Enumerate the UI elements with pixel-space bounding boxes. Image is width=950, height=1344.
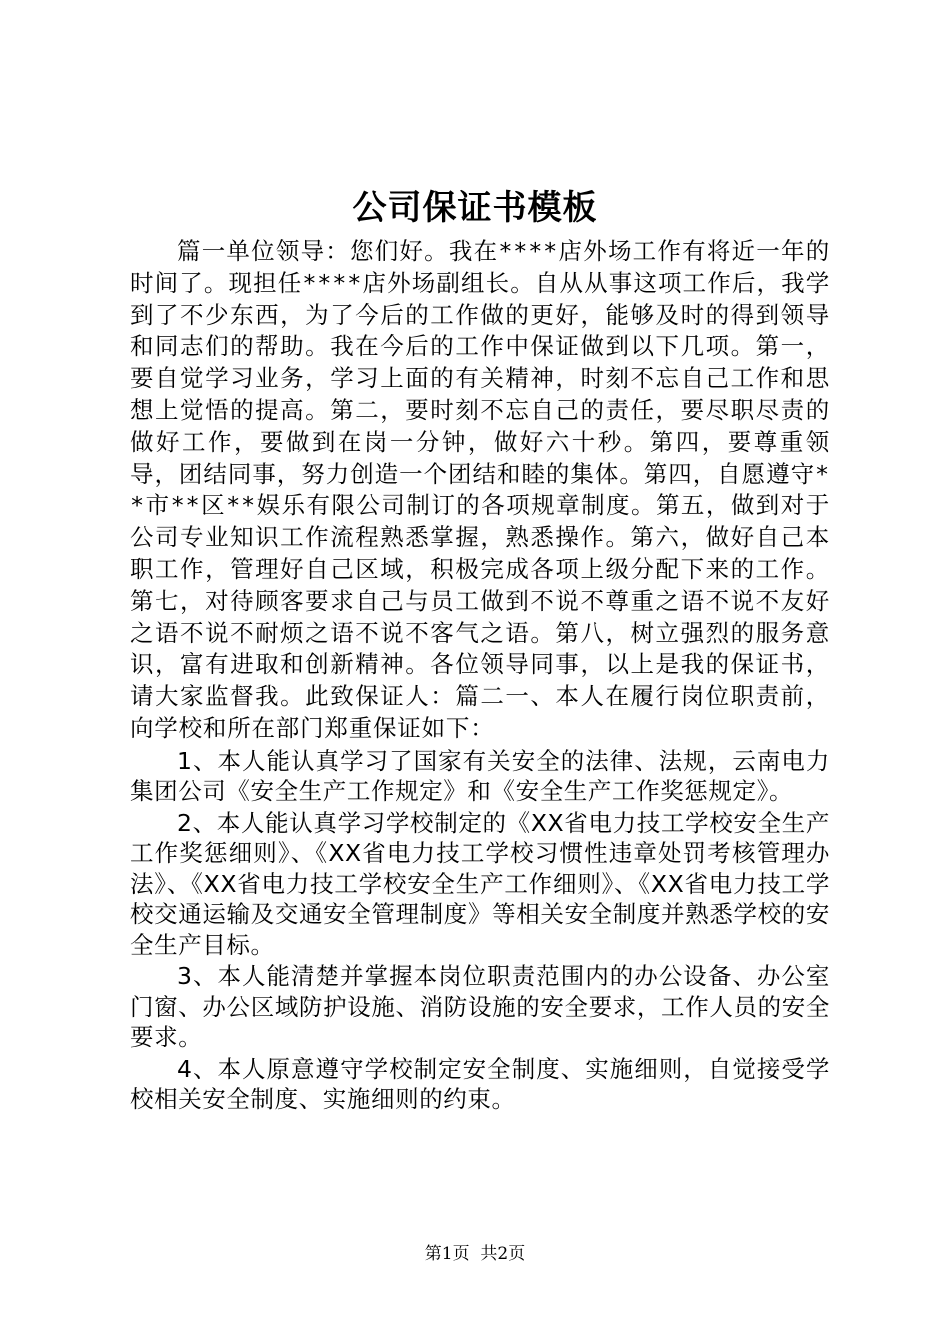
- paragraph-intro: 篇一单位领导：您们好。我在****店外场工作有将近一年的时间了。现担任****店外场副组长。自从从事这项工作后，我学到了不少东西，为了今后的工作做的更好，能够及时的得到领导和同志们的帮助。我在今后的工作中保证做到以下几项。第一，要自觉学习业务，学习上面的有关精神，时刻不忘自己工作和思想上觉悟的提高。第二，要时刻不忘自己的责任，要尽职尽责的做好工作，要做到在岗一分钟，做好六十秒。第四，要尊重领导，团结同事，努力创造一个团结和睦的集体。第四，自愿遵守**市**区**娱乐有限公司制订的各项规章制度。第五，做到对于公司专业知识工作流程熟悉掌握，熟悉操作。第六，做好自己本职工作，管理好自己区域，积极完成各项上级分配下来的工作。第七，对待顾客要求自己与员工做到不说不尊重之语不说不友好之语不说不耐烦之语不说不客气之语。第八，树立强烈的服务意识，富有进取和创新精神。各位领导同事，以上是我的保证书，请大家监督我。此致保证人：篇二一、本人在履行岗位职责前，向学校和所在部门郑重保证如下：: [130, 237, 830, 742]
- paragraph-item-4: 4、本人原意遵守学校制定安全制度、实施细则，自觉接受学校相关安全制度、实施细则的约束。: [130, 1054, 830, 1114]
- document-title: 公司保证书模板: [352, 188, 598, 228]
- page-number-footer: 第1页 共2页: [424, 1244, 526, 1264]
- document-body: [130, 236, 830, 1115]
- paragraph-item-2: 2、本人能认真学习学校制定的《XX省电力技工学校安全生产工作奖惩细则》、《XX省电力技工学校习惯性违章处罚考核管理办法》、《XX省电力技工学校安全生产工作细则》、《XX省电力技工学校交通运输及交通安全管理制度》等相关安全制度并熟悉学校的安全生产目标。: [130, 808, 830, 959]
- paragraph-item-1: 1、本人能认真学习了国家有关安全的法律、法规，云南电力集团公司《安全生产工作规定》和《安全生产工作奖惩规定》。: [130, 746, 830, 806]
- paragraph-item-3: 3、本人能清楚并掌握本岗位职责范围内的办公设备、办公室门窗、办公区域防护设施、消防设施的安全要求，工作人员的安全要求。: [130, 962, 830, 1052]
